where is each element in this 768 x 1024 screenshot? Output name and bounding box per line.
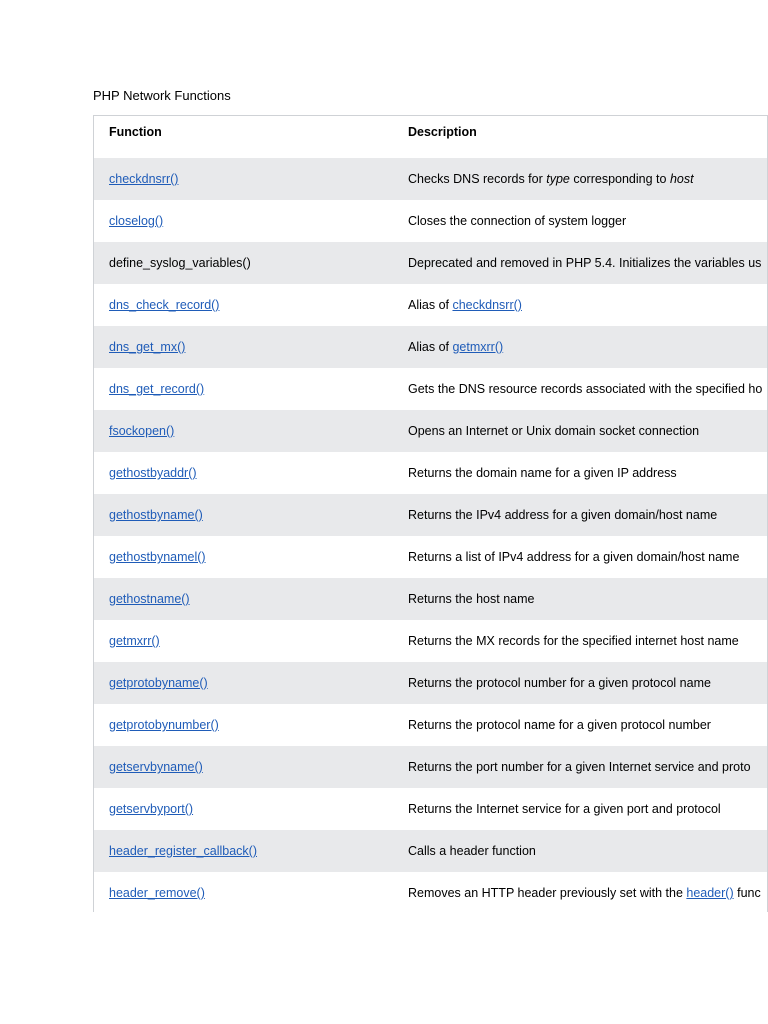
function-link[interactable]: closelog() [109, 214, 164, 228]
description-text: Alias of [408, 340, 453, 354]
function-cell [109, 494, 203, 536]
description-emphasis: type [546, 172, 570, 186]
description-cell [408, 410, 699, 452]
function-link[interactable]: header_register_callback() [109, 844, 257, 858]
table-row [94, 704, 768, 746]
table-row [94, 746, 768, 788]
table-row [94, 158, 768, 200]
description-text: Returns the protocol number for a given protocol name [408, 676, 711, 690]
description-text: Opens an Internet or Unix domain socket connection [408, 424, 700, 438]
description-text: Returns the IPv4 address for a given domain/host name [408, 508, 718, 522]
description-text: Returns the domain name for a given IP address [408, 466, 677, 480]
description-cell [408, 200, 626, 242]
description-cell [408, 872, 761, 912]
table-row [94, 830, 768, 872]
description-text: Returns a list of IPv4 address for a given domain/host name [408, 550, 740, 564]
description-cell [408, 494, 717, 536]
table-row [94, 410, 768, 452]
function-link[interactable]: gethostbyaddr() [109, 466, 197, 480]
description-text: Returns the MX records for the specified internet host name [408, 634, 739, 648]
description-cell [408, 578, 534, 620]
description-text: Deprecated and removed in PHP 5.4. Initializes the variables us [408, 256, 762, 270]
description-cell [408, 242, 761, 284]
description-cell [408, 788, 721, 830]
functions-table [93, 115, 768, 912]
function-cell [109, 746, 203, 788]
function-cell [109, 704, 219, 746]
description-emphasis: host [669, 172, 694, 186]
table-row [94, 368, 768, 410]
function-link[interactable]: header_remove() [109, 886, 205, 900]
function-link[interactable]: checkdnsrr() [109, 172, 179, 186]
description-cell [408, 620, 739, 662]
description-link[interactable]: getmxrr() [452, 340, 504, 354]
table-row [94, 872, 768, 912]
function-cell [109, 830, 257, 872]
description-link[interactable]: header() [686, 886, 734, 900]
description-cell [408, 452, 677, 494]
function-cell [109, 452, 197, 494]
table-row [94, 620, 768, 662]
function-cell [109, 284, 219, 326]
description-text: Calls a header function [408, 844, 536, 858]
function-link[interactable]: dns_get_mx() [109, 340, 186, 354]
description-text: func [733, 886, 761, 900]
description-cell [408, 368, 762, 410]
function-cell [109, 326, 185, 368]
function-link[interactable]: dns_get_record() [109, 382, 205, 396]
function-cell [109, 368, 204, 410]
description-cell [408, 326, 503, 368]
table-header-row [94, 116, 768, 158]
description-text: Removes an HTTP header previously set with the [408, 886, 687, 900]
table-row [94, 326, 768, 368]
description-cell [408, 536, 739, 578]
function-cell [109, 620, 160, 662]
function-link[interactable]: getservbyport() [109, 802, 194, 816]
description-cell [408, 746, 751, 788]
function-cell [109, 536, 206, 578]
table-row [94, 284, 768, 326]
description-text: Gets the DNS resource records associated with the specified ho [408, 382, 763, 396]
function-link[interactable]: fsockopen() [109, 424, 175, 438]
function-link[interactable]: getservbyname() [109, 760, 203, 774]
function-cell [109, 578, 190, 620]
function-cell [109, 410, 174, 452]
description-cell [408, 830, 536, 872]
description-text: Returns the port number for a given Internet service and proto [408, 760, 751, 774]
description-text: Alias of [408, 298, 453, 312]
function-cell [109, 788, 193, 830]
function-link[interactable]: gethostname() [109, 592, 190, 606]
function-link[interactable]: getmxrr() [109, 634, 160, 648]
function-link[interactable]: getprotobyname() [109, 676, 208, 690]
table-row [94, 578, 768, 620]
function-name: define_syslog_variables() [109, 256, 251, 270]
description-cell [408, 158, 694, 200]
description-cell [408, 284, 522, 326]
header-description: Description [408, 125, 477, 139]
table-row [94, 494, 768, 536]
function-cell [109, 200, 163, 242]
description-cell [408, 704, 711, 746]
description-text: Returns the protocol name for a given protocol number [408, 718, 711, 732]
doc-title: PHP Network Functions [93, 88, 231, 103]
table-row [94, 536, 768, 578]
description-text: corresponding to [569, 172, 670, 186]
function-cell [109, 242, 251, 284]
description-link[interactable]: checkdnsrr() [452, 298, 522, 312]
table-row [94, 200, 768, 242]
description-text: Returns the Internet service for a given port and protocol [408, 802, 721, 816]
table-row [94, 242, 768, 284]
table-row [94, 662, 768, 704]
description-text: Checks DNS records for [408, 172, 547, 186]
table-row [94, 452, 768, 494]
function-link[interactable]: getprotobynumber() [109, 718, 219, 732]
function-cell [109, 872, 205, 912]
table-row [94, 788, 768, 830]
function-link[interactable]: gethostbyname() [109, 508, 203, 522]
function-cell [109, 662, 208, 704]
description-text: Closes the connection of system logger [408, 214, 627, 228]
function-link[interactable]: dns_check_record() [109, 298, 220, 312]
function-link[interactable]: gethostbynamel() [109, 550, 206, 564]
header-function: Function [109, 125, 162, 139]
description-text: Returns the host name [408, 592, 535, 606]
description-cell [408, 662, 711, 704]
function-cell [109, 158, 178, 200]
